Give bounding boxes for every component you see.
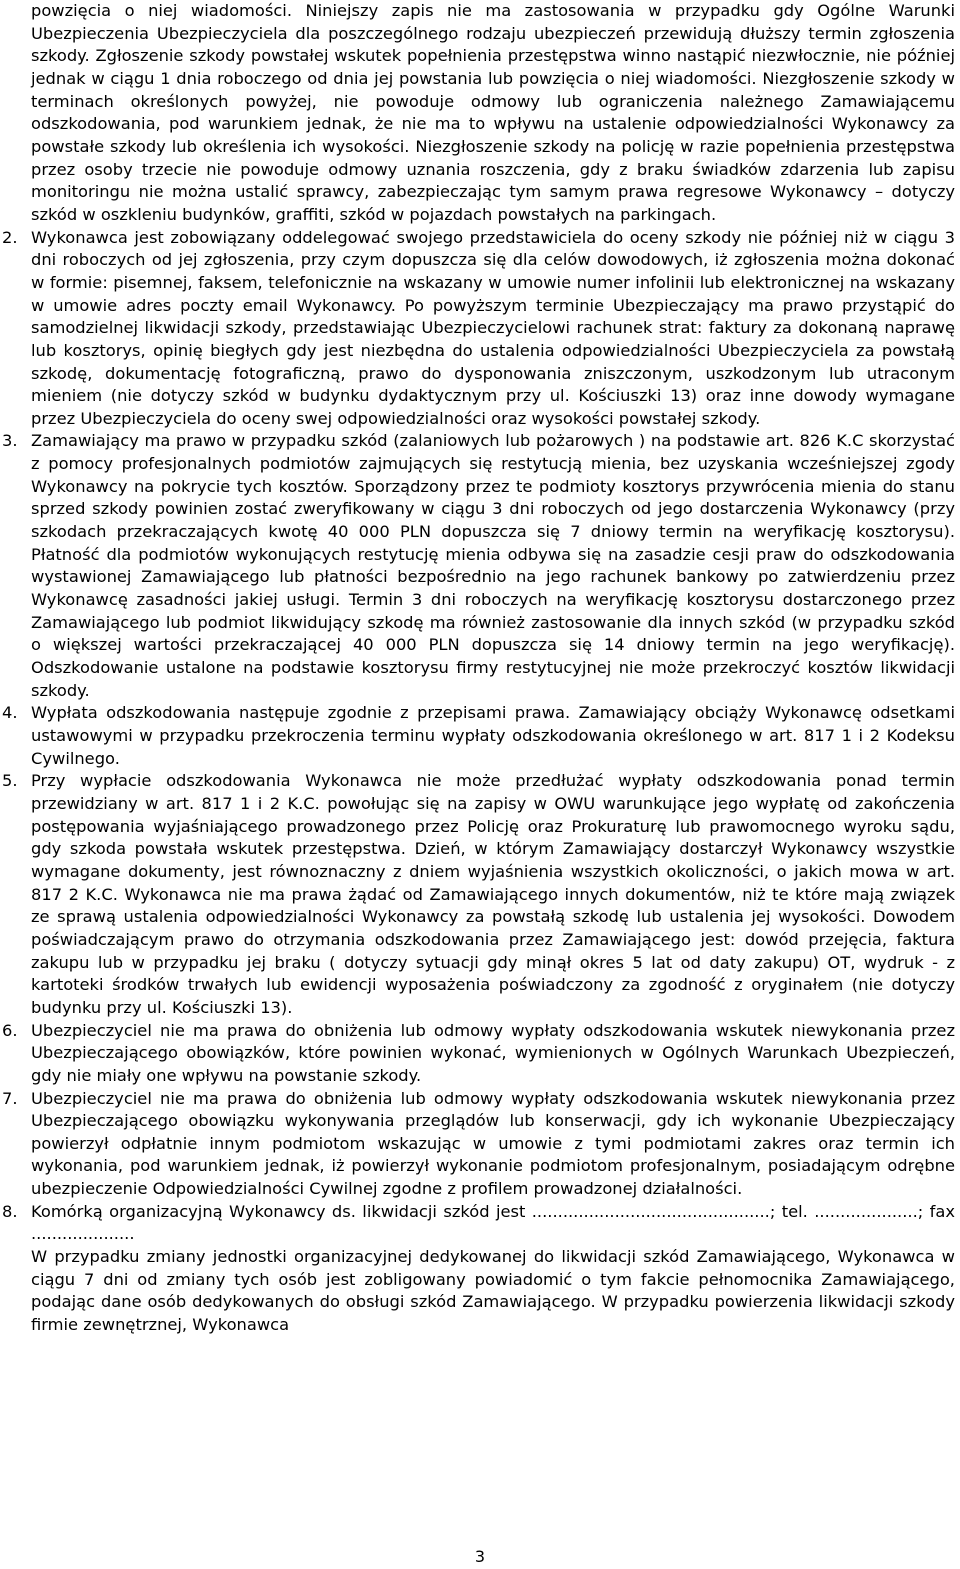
- list-item-5: [2, 770, 955, 1019]
- intro-paragraph: powzięcia o niej wiadomości. Niniejszy zapis nie ma zastosowania w przypadku gdy Ogólne Warunki Ubezpieczenia Ubezpieczyciela dla poszczególnego rodzaju ubezpieczeń przewidują dłuższy termin zgłoszenia szkody. Zgłoszenie szkody powstałej wskutek popełnienia przestępstwa winno nastąpić niezwłocznie, nie później jednak w ciągu 1 dnia roboczego od dnia jej powstania lub powzięcia o niej wiadomości. Niezgłoszenie szkody w terminach określonych powyżej, nie powoduje odmowy lub ograniczenia należnego Zamawiającemu odszkodowania, pod warunkiem jednak, że nie ma to wpływu na ustalenie odpowiedzialności Wykonawcy za powstałe szkody lub określenia ich wysokości. Niezgłoszenie szkody na policję w razie popełnienia przestępstwa przez osoby trzecie nie powoduje odmowy uznania roszczenia, gdy z braku świadków zdarzenia lub zapisu monitoringu nie można ustalić sprawcy, zabezpieczając tym samym prawa regresowe Wykonawcy – dotyczy szkód w oszkleniu budynków, graffiti, szkód w pojazdach powstałych na parkingach.: [31, 1, 955, 224]
- item-text-continued: W przypadku zmiany jednostki organizacyjnej dedykowanej do likwidacji szkód Zamawiającego, Wykonawca w ciągu 7 dni od zmiany tych osób jest zobligowany powiadomić o tym fakcie pełnomocnika Zamawiającego, podając dane osób dedykowanych do obsługi szkód Zamawiającego. W przypadku powierzenia likwidacji szkody firmie zewnętrznej, Wykonawca: [31, 1247, 955, 1335]
- item-number: 7.: [2, 1088, 18, 1108]
- item-number: 6.: [2, 1020, 18, 1040]
- item-text: Ubezpieczyciel nie ma prawa do obniżenia lub odmowy wypłaty odszkodowania wskutek niewykonania przez Ubezpieczającego obowiązku wykonywania przeglądów lub konserwacji, gdy ich wykonanie Ubezpieczający powierzył odpłatnie innym podmiotom wskazując w umowie z tymi podmiotami zakres oraz termin ich wykonania, pod warunkiem jednak, iż powierzył wykonanie podmiotom profesjonalnym, posiadającym odrębne ubezpieczenie Odpowiedzialności Cywilnej zgodne z profilem prowadzonej działalności.: [31, 1088, 955, 1199]
- item-number: 8.: [2, 1201, 18, 1221]
- item-number: 2.: [2, 227, 18, 247]
- item-number: 4.: [2, 703, 18, 723]
- list-item-6: [2, 1020, 955, 1088]
- item-text: Przy wypłacie odszkodowania Wykonawca nie może przedłużać wypłaty odszkodowania ponad termin przewidziany w art. 817 1 i 2 K.C. powołując się na zapisy w OWU warunkujące jego wypłatę od zakończenia postępowania wyjaśniającego prowadzonego przez Policję oraz Prokuraturę lub prawomocnego wyroku sądu, gdy szkoda powstała wskutek przestępstwa. Dzień, w którym Zamawiający dostarczył Wykonawcy wszystkie wymagane dokumenty, jest równoznaczny z dniem wyjaśnienia wszystkich okoliczności, o jakich mowa w art. 817 2 K.C. Wykonawca nie ma prawa żądać od Zamawiającego innych dokumentów, niż te które mają związek ze sprawą ustalenia odpowiedzialności Wykonawcy za powstałą szkodę lub ustalenia jej wysokości. Dowodem poświadczającym prawo do otrzymania odszkodowania przez Zamawiającego jest: dowód przejęcia, faktura zakupu lub w przypadku jej braku ( dotyczy sytuacji gdy minął okres 5 lat od daty zakupu) OT, wydruk - z kartoteki środków trwałych lub ewidencji wyposażenia poświadczony za zgodność z oryginałem (nie dotyczy budynku przy ul. Kościuszki 13).: [31, 771, 955, 1017]
- list-item-7: [2, 1088, 955, 1201]
- item-number: 3.: [2, 431, 18, 451]
- item-text: Wykonawca jest zobowiązany oddelegować swojego przedstawiciela do oceny szkody nie później niż w ciągu 3 dni roboczych od jej zgłoszenia, przy czym dopuszcza się dla celów dowodowych, iż zgłoszenia można dokonać w formie: pisemnej, faksem, telefonicznie na wskazany w umowie numer infolinii lub elektronicznej na wskazany w umowie adres poczty email Wykonawcy. Po powyższym terminie Ubezpieczający ma prawo przystąpić do samodzielnej likwidacji szkody, przedstawiając Ubezpieczycielowi rachunek strat: faktury za dokonaną naprawę lub kosztorys, opinię biegłych gdy jest niezbędna do ustalenia odpowiedzialności Ubezpieczyciela za powstałą szkodę, dokumentację fotograficzną, prawo do dysponowania zniszczonym, uszkodzonym lub utraconym mieniem (nie dotyczy szkód w budynku dydaktycznym przy ul. Kościuszki 13) oraz inne dowody wymagane przez Ubezpieczyciela do oceny swej odpowiedzialności oraz wysokości powstałej szkody.: [31, 227, 955, 428]
- item-text: Zamawiający ma prawo w przypadku szkód (zalaniowych lub pożarowych ) na podstawie art. 826 K.C skorzystać z pomocy profesjonalnych podmiotów zajmujących się restytucją mienia, bez uzyskania wcześniejszej zgody Wykonawcy na pokrycie tych kosztów. Sporządzony przez te podmioty kosztorys przywrócenia mienia do stanu sprzed szkody powinien zostać zweryfikowany w ciągu 3 dni roboczych od jego dostarczenia Wykonawcy (przy szkodach przekraczających kwotę 40 000 PLN dopuszcza się 7 dniowy termin na weryfikację kosztorysu). Płatność dla podmiotów wykonujących restytucję mienia odbywa się na zasadzie cesji praw do odszkodowania wystawionej Zamawiającego lub płatności bezpośrednio na jego rachunek bankowy po zatwierdzeniu przez Wykonawcę zasadności jakiej usługi. Termin 3 dni roboczych na weryfikację kosztorysu dostarczonego przez Zamawiającego lub podmiot likwidujący szkodę ma również zastosowanie dla innych szkód (w przypadku szkód o większej wartości przekraczającej 40 000 PLN dopuszcza się 14 dniowy termin na jego weryfikację). Odszkodowanie ustalone na podstawie kosztorysu firmy restytucyjnej nie może przekroczyć kosztów likwidacji szkody.: [31, 431, 955, 700]
- item-number: 5.: [2, 771, 18, 791]
- list-item-3: [2, 430, 955, 702]
- item-text: Wypłata odszkodowania następuje zgodnie z przepisami prawa. Zamawiający obciąży Wykonawcę odsetkami ustawowymi w przypadku przekroczenia terminu wypłaty odszkodowania określonego w art. 817 1 i 2 Kodeksu Cywilnego.: [31, 703, 955, 768]
- list-item-8: [2, 1201, 955, 1337]
- list-item-2: [2, 227, 955, 431]
- item-text: Ubezpieczyciel nie ma prawa do obniżenia lub odmowy wypłaty odszkodowania wskutek niewykonania przez Ubezpieczającego obowiązków, które powinien wykonać, wymienionych w Ogólnych Warunkach Ubezpieczeń, gdy nie miały one wpływu na powstanie szkody.: [31, 1020, 955, 1085]
- list-item-4: [2, 702, 955, 770]
- item-text: Komórką organizacyjną Wykonawcy ds. likwidacji szkód jest ..............................................; tel. ....................; fax ....................: [31, 1201, 955, 1244]
- document-page: [2, 0, 955, 1337]
- page-number: 3: [474, 1547, 486, 1566]
